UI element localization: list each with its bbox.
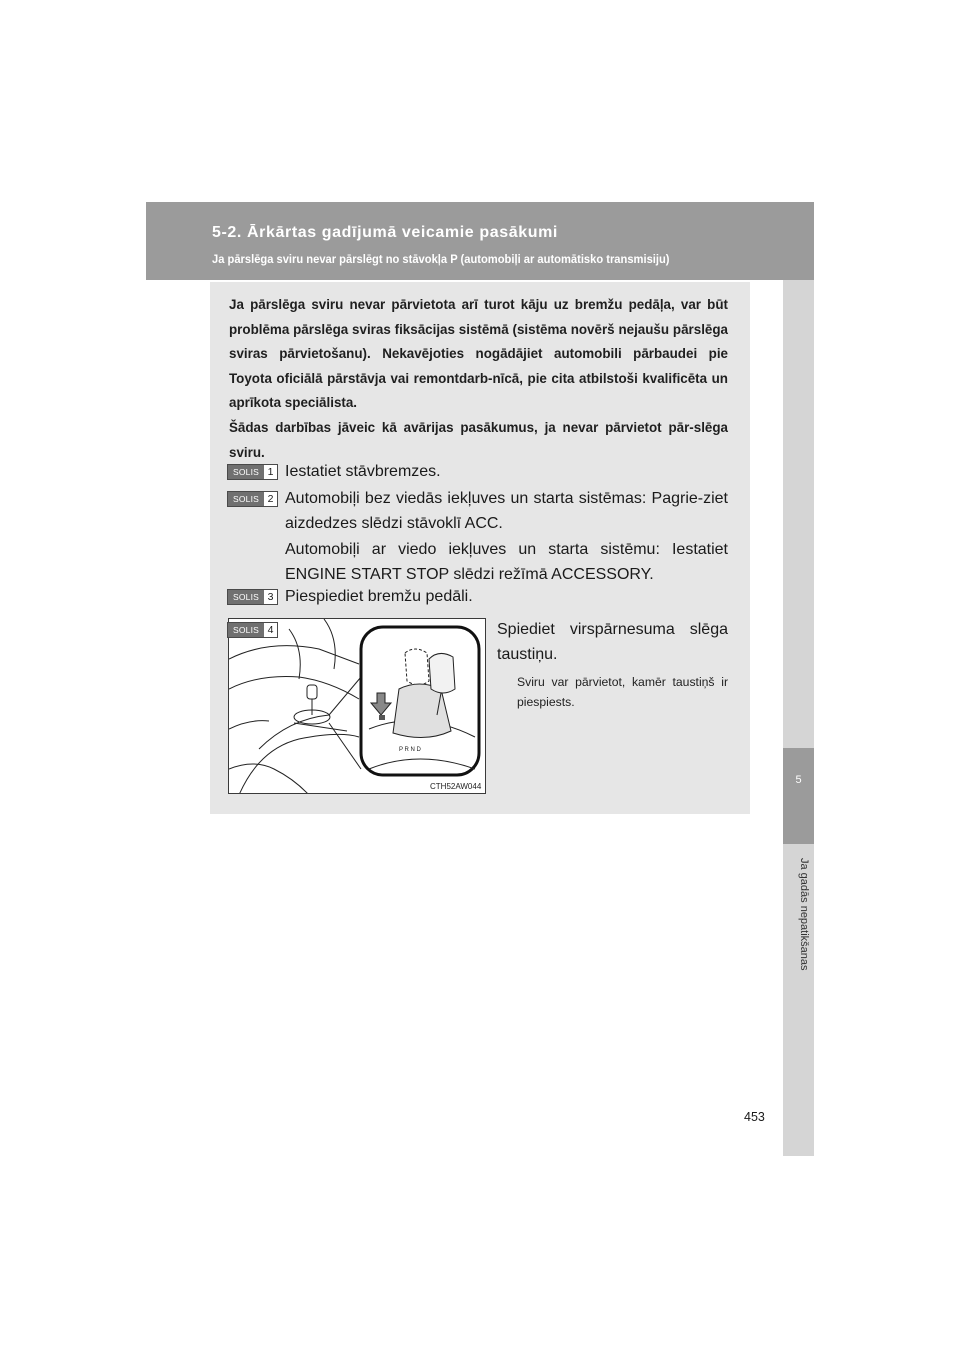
- step-badge-label: SOLIS: [228, 465, 264, 479]
- intro-paragraph-2: Šādas darbības jāveic kā avārijas pasākumus, ja nevar pārvietot pār-slēga sviru.: [229, 419, 728, 460]
- chapter-number: 5: [795, 774, 802, 786]
- step-badge-4: [227, 622, 278, 638]
- step-badge-number: 4: [267, 624, 274, 636]
- chapter-side-strip: [783, 280, 814, 1156]
- shift-lever-override-illustration-icon: [229, 619, 486, 794]
- step-badge-number: 1: [267, 466, 274, 478]
- step-badge-label: SOLIS: [228, 590, 264, 604]
- figure-code: CTH52AW044: [430, 782, 482, 791]
- step-2-text-secondary: Automobiļi ar viedo iekļuves un starta sistēmu: Iestatiet ENGINE START STOP slēdzi režīmā ACCESSORY.: [285, 541, 728, 583]
- step-4-note: Sviru var pārvietot, kamēr taustiņš ir piespiests.: [517, 675, 728, 709]
- shift-lever-illustration: [228, 618, 486, 794]
- chapter-label: Ja gadās nepatikšanas: [798, 858, 810, 971]
- step-badge-1: [227, 464, 278, 480]
- page-number: 453: [744, 1110, 765, 1124]
- step-2-text: Automobiļi bez viedās iekļuves un starta sistēmas: Pagrie-ziet aizdedzes slēdzi stāvoklī ACC.: [285, 490, 728, 532]
- section-subtitle: Ja pārslēga sviru nevar pārslēgt no stāvokļa P (automobiļi ar automātisko transmisiju): [212, 252, 670, 266]
- step-badge-2: [227, 491, 278, 507]
- step-3-text: Piespiediet bremžu pedāli.: [285, 588, 473, 605]
- intro-text: [229, 293, 728, 465]
- intro-paragraph-1: Ja pārslēga sviru nevar pārvietota arī turot kāju uz bremžu pedāļa, var būt problēma pārslēga sviras fiksācijas sistēmā (sistēma novērš nejaušu pārslēga sviras pārvietošanu). Nekavējoties nogādājiet automobili pārbaudei pie Toyota oficiālā pārstāvja vai remontdarb-nīcā, pie cita atbilstoši kvalificēta un aprīkota speciālista.: [229, 297, 728, 411]
- section-title: 5-2. Ārkārtas gadījumā veicamie pasākumi: [212, 224, 558, 241]
- svg-text:P R N D: P R N D: [399, 747, 421, 753]
- chapter-tab[interactable]: [783, 748, 814, 844]
- step-1-text: Iestatiet stāvbremzes.: [285, 463, 441, 480]
- step-badge-number: 3: [267, 591, 274, 603]
- step-badge-label: SOLIS: [228, 492, 264, 506]
- step-badge-number: 2: [267, 493, 274, 505]
- step-badge-label: SOLIS: [228, 623, 264, 637]
- step-4-text: Spiediet virspārnesuma slēga taustiņu.: [497, 621, 728, 663]
- step-badge-3: [227, 589, 278, 605]
